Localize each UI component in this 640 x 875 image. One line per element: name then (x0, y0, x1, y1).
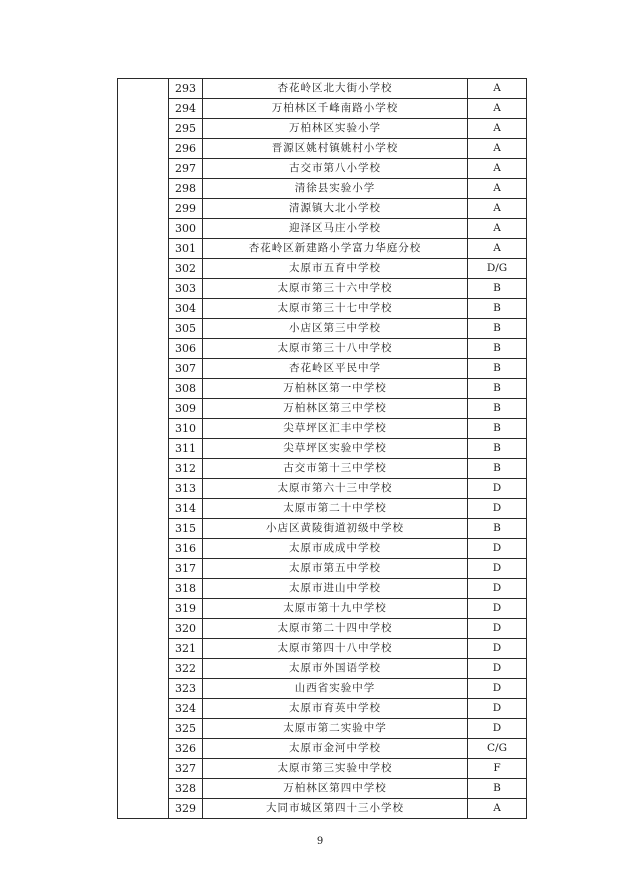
school-name-cell: 太原市第二实验中学 (203, 719, 468, 739)
table-row (118, 159, 527, 179)
row-number-cell: 299 (169, 199, 203, 219)
grade-cell: A (468, 219, 527, 239)
grade-cell: A (468, 799, 527, 819)
school-name-cell: 万柏林区实验小学 (203, 119, 468, 139)
grade-cell: D/G (468, 259, 527, 279)
row-number-cell: 326 (169, 739, 203, 759)
table-row (118, 719, 527, 739)
row-number-cell: 297 (169, 159, 203, 179)
row-number-cell: 300 (169, 219, 203, 239)
table-row (118, 379, 527, 399)
table-row (118, 799, 527, 819)
row-number-cell: 320 (169, 619, 203, 639)
school-name-cell: 太原市外国语学校 (203, 659, 468, 679)
table-row (118, 279, 527, 299)
table-body (118, 79, 527, 819)
row-number-cell: 302 (169, 259, 203, 279)
page-number: 9 (316, 836, 324, 847)
school-name-cell: 尖草坪区实验中学校 (203, 439, 468, 459)
school-name-cell: 清徐县实验小学 (203, 179, 468, 199)
table-row (118, 399, 527, 419)
grade-cell: B (468, 439, 527, 459)
row-number-cell: 293 (169, 79, 203, 99)
table-row (118, 79, 527, 99)
school-name-cell: 太原市第十九中学校 (203, 599, 468, 619)
school-name-cell: 杏花岭区平民中学 (203, 359, 468, 379)
row-number-cell: 328 (169, 779, 203, 799)
school-name-cell: 太原市成成中学校 (203, 539, 468, 559)
school-name-cell: 山西省实验中学 (203, 679, 468, 699)
table-row (118, 359, 527, 379)
school-name-cell: 晋源区姚村镇姚村小学校 (203, 139, 468, 159)
school-name-cell: 太原市第三十六中学校 (203, 279, 468, 299)
school-name-cell: 太原市第五中学校 (203, 559, 468, 579)
table-row (118, 579, 527, 599)
row-number-cell: 298 (169, 179, 203, 199)
school-name-cell: 太原市第三十八中学校 (203, 339, 468, 359)
row-number-cell: 324 (169, 699, 203, 719)
row-number-cell: 308 (169, 379, 203, 399)
school-name-cell: 古交市第十三中学校 (203, 459, 468, 479)
row-number-cell: 294 (169, 99, 203, 119)
row-number-cell: 323 (169, 679, 203, 699)
grade-cell: A (468, 239, 527, 259)
school-name-cell: 太原市第二十中学校 (203, 499, 468, 519)
table-row (118, 519, 527, 539)
table-row (118, 459, 527, 479)
school-name-cell: 万柏林区第四中学校 (203, 779, 468, 799)
table-row (118, 339, 527, 359)
grade-cell: B (468, 319, 527, 339)
row-number-cell: 319 (169, 599, 203, 619)
grade-cell: A (468, 199, 527, 219)
grade-cell: D (468, 479, 527, 499)
school-name-cell: 太原市第六十三中学校 (203, 479, 468, 499)
group-cell (118, 79, 169, 819)
table-row (118, 599, 527, 619)
row-number-cell: 296 (169, 139, 203, 159)
grade-cell: B (468, 379, 527, 399)
grade-cell: B (468, 279, 527, 299)
grade-cell: A (468, 99, 527, 119)
school-name-cell: 清源镇大北小学校 (203, 199, 468, 219)
table-row (118, 779, 527, 799)
grade-cell: B (468, 779, 527, 799)
row-number-cell: 295 (169, 119, 203, 139)
grade-cell: D (468, 499, 527, 519)
grade-cell: D (468, 579, 527, 599)
grade-cell: B (468, 339, 527, 359)
table-row (118, 299, 527, 319)
row-number-cell: 314 (169, 499, 203, 519)
row-number-cell: 321 (169, 639, 203, 659)
school-name-cell: 太原市第四十八中学校 (203, 639, 468, 659)
school-name-cell: 小店区黄陵街道初级中学校 (203, 519, 468, 539)
school-name-cell: 杏花岭区北大街小学校 (203, 79, 468, 99)
row-number-cell: 309 (169, 399, 203, 419)
table-row (118, 319, 527, 339)
grade-cell: D (468, 679, 527, 699)
table-row (118, 419, 527, 439)
grade-cell: B (468, 459, 527, 479)
table-row (118, 739, 527, 759)
grade-cell: B (468, 419, 527, 439)
row-number-cell: 312 (169, 459, 203, 479)
table-row (118, 699, 527, 719)
table-row (118, 179, 527, 199)
row-number-cell: 316 (169, 539, 203, 559)
table-row (118, 239, 527, 259)
table-row (118, 499, 527, 519)
row-number-cell: 313 (169, 479, 203, 499)
grade-cell: D (468, 559, 527, 579)
row-number-cell: 307 (169, 359, 203, 379)
grade-cell: D (468, 599, 527, 619)
grade-cell: A (468, 159, 527, 179)
table-row (118, 679, 527, 699)
table-row (118, 139, 527, 159)
school-name-cell: 太原市第三十七中学校 (203, 299, 468, 319)
school-name-cell: 小店区第三中学校 (203, 319, 468, 339)
table-row (118, 619, 527, 639)
row-number-cell: 327 (169, 759, 203, 779)
grade-cell: B (468, 399, 527, 419)
school-name-cell: 杏花岭区新建路小学富力华庭分校 (203, 239, 468, 259)
table-row (118, 639, 527, 659)
row-number-cell: 304 (169, 299, 203, 319)
school-name-cell: 太原市育英中学校 (203, 699, 468, 719)
table-row (118, 259, 527, 279)
grade-cell: C/G (468, 739, 527, 759)
row-number-cell: 315 (169, 519, 203, 539)
grade-cell: D (468, 659, 527, 679)
row-number-cell: 318 (169, 579, 203, 599)
school-name-cell: 太原市第三实验中学校 (203, 759, 468, 779)
row-number-cell: 311 (169, 439, 203, 459)
grade-cell: D (468, 719, 527, 739)
row-number-cell: 303 (169, 279, 203, 299)
school-list-table (117, 78, 527, 819)
row-number-cell: 325 (169, 719, 203, 739)
school-name-cell: 万柏林区第一中学校 (203, 379, 468, 399)
grade-cell: A (468, 119, 527, 139)
table-row (118, 559, 527, 579)
grade-cell: A (468, 79, 527, 99)
grade-cell: D (468, 699, 527, 719)
row-number-cell: 301 (169, 239, 203, 259)
table-row (118, 219, 527, 239)
row-number-cell: 329 (169, 799, 203, 819)
table-row (118, 439, 527, 459)
grade-cell: B (468, 299, 527, 319)
table-row (118, 659, 527, 679)
school-name-cell: 大同市城区第四十三小学校 (203, 799, 468, 819)
row-number-cell: 305 (169, 319, 203, 339)
school-name-cell: 迎泽区马庄小学校 (203, 219, 468, 239)
school-name-cell: 太原市第二十四中学校 (203, 619, 468, 639)
row-number-cell: 322 (169, 659, 203, 679)
school-name-cell: 太原市五育中学校 (203, 259, 468, 279)
table-row (118, 119, 527, 139)
table-row (118, 759, 527, 779)
school-name-cell: 太原市金河中学校 (203, 739, 468, 759)
school-name-cell: 古交市第八小学校 (203, 159, 468, 179)
school-name-cell: 尖草坪区汇丰中学校 (203, 419, 468, 439)
grade-cell: D (468, 639, 527, 659)
grade-cell: F (468, 759, 527, 779)
grade-cell: B (468, 359, 527, 379)
row-number-cell: 310 (169, 419, 203, 439)
grade-cell: D (468, 619, 527, 639)
table-row (118, 479, 527, 499)
row-number-cell: 317 (169, 559, 203, 579)
grade-cell: D (468, 539, 527, 559)
table-row (118, 199, 527, 219)
school-name-cell: 万柏林区千峰南路小学校 (203, 99, 468, 119)
grade-cell: A (468, 179, 527, 199)
table-row (118, 99, 527, 119)
school-name-cell: 万柏林区第三中学校 (203, 399, 468, 419)
table-row (118, 539, 527, 559)
school-name-cell: 太原市进山中学校 (203, 579, 468, 599)
row-number-cell: 306 (169, 339, 203, 359)
grade-cell: A (468, 139, 527, 159)
grade-cell: B (468, 519, 527, 539)
